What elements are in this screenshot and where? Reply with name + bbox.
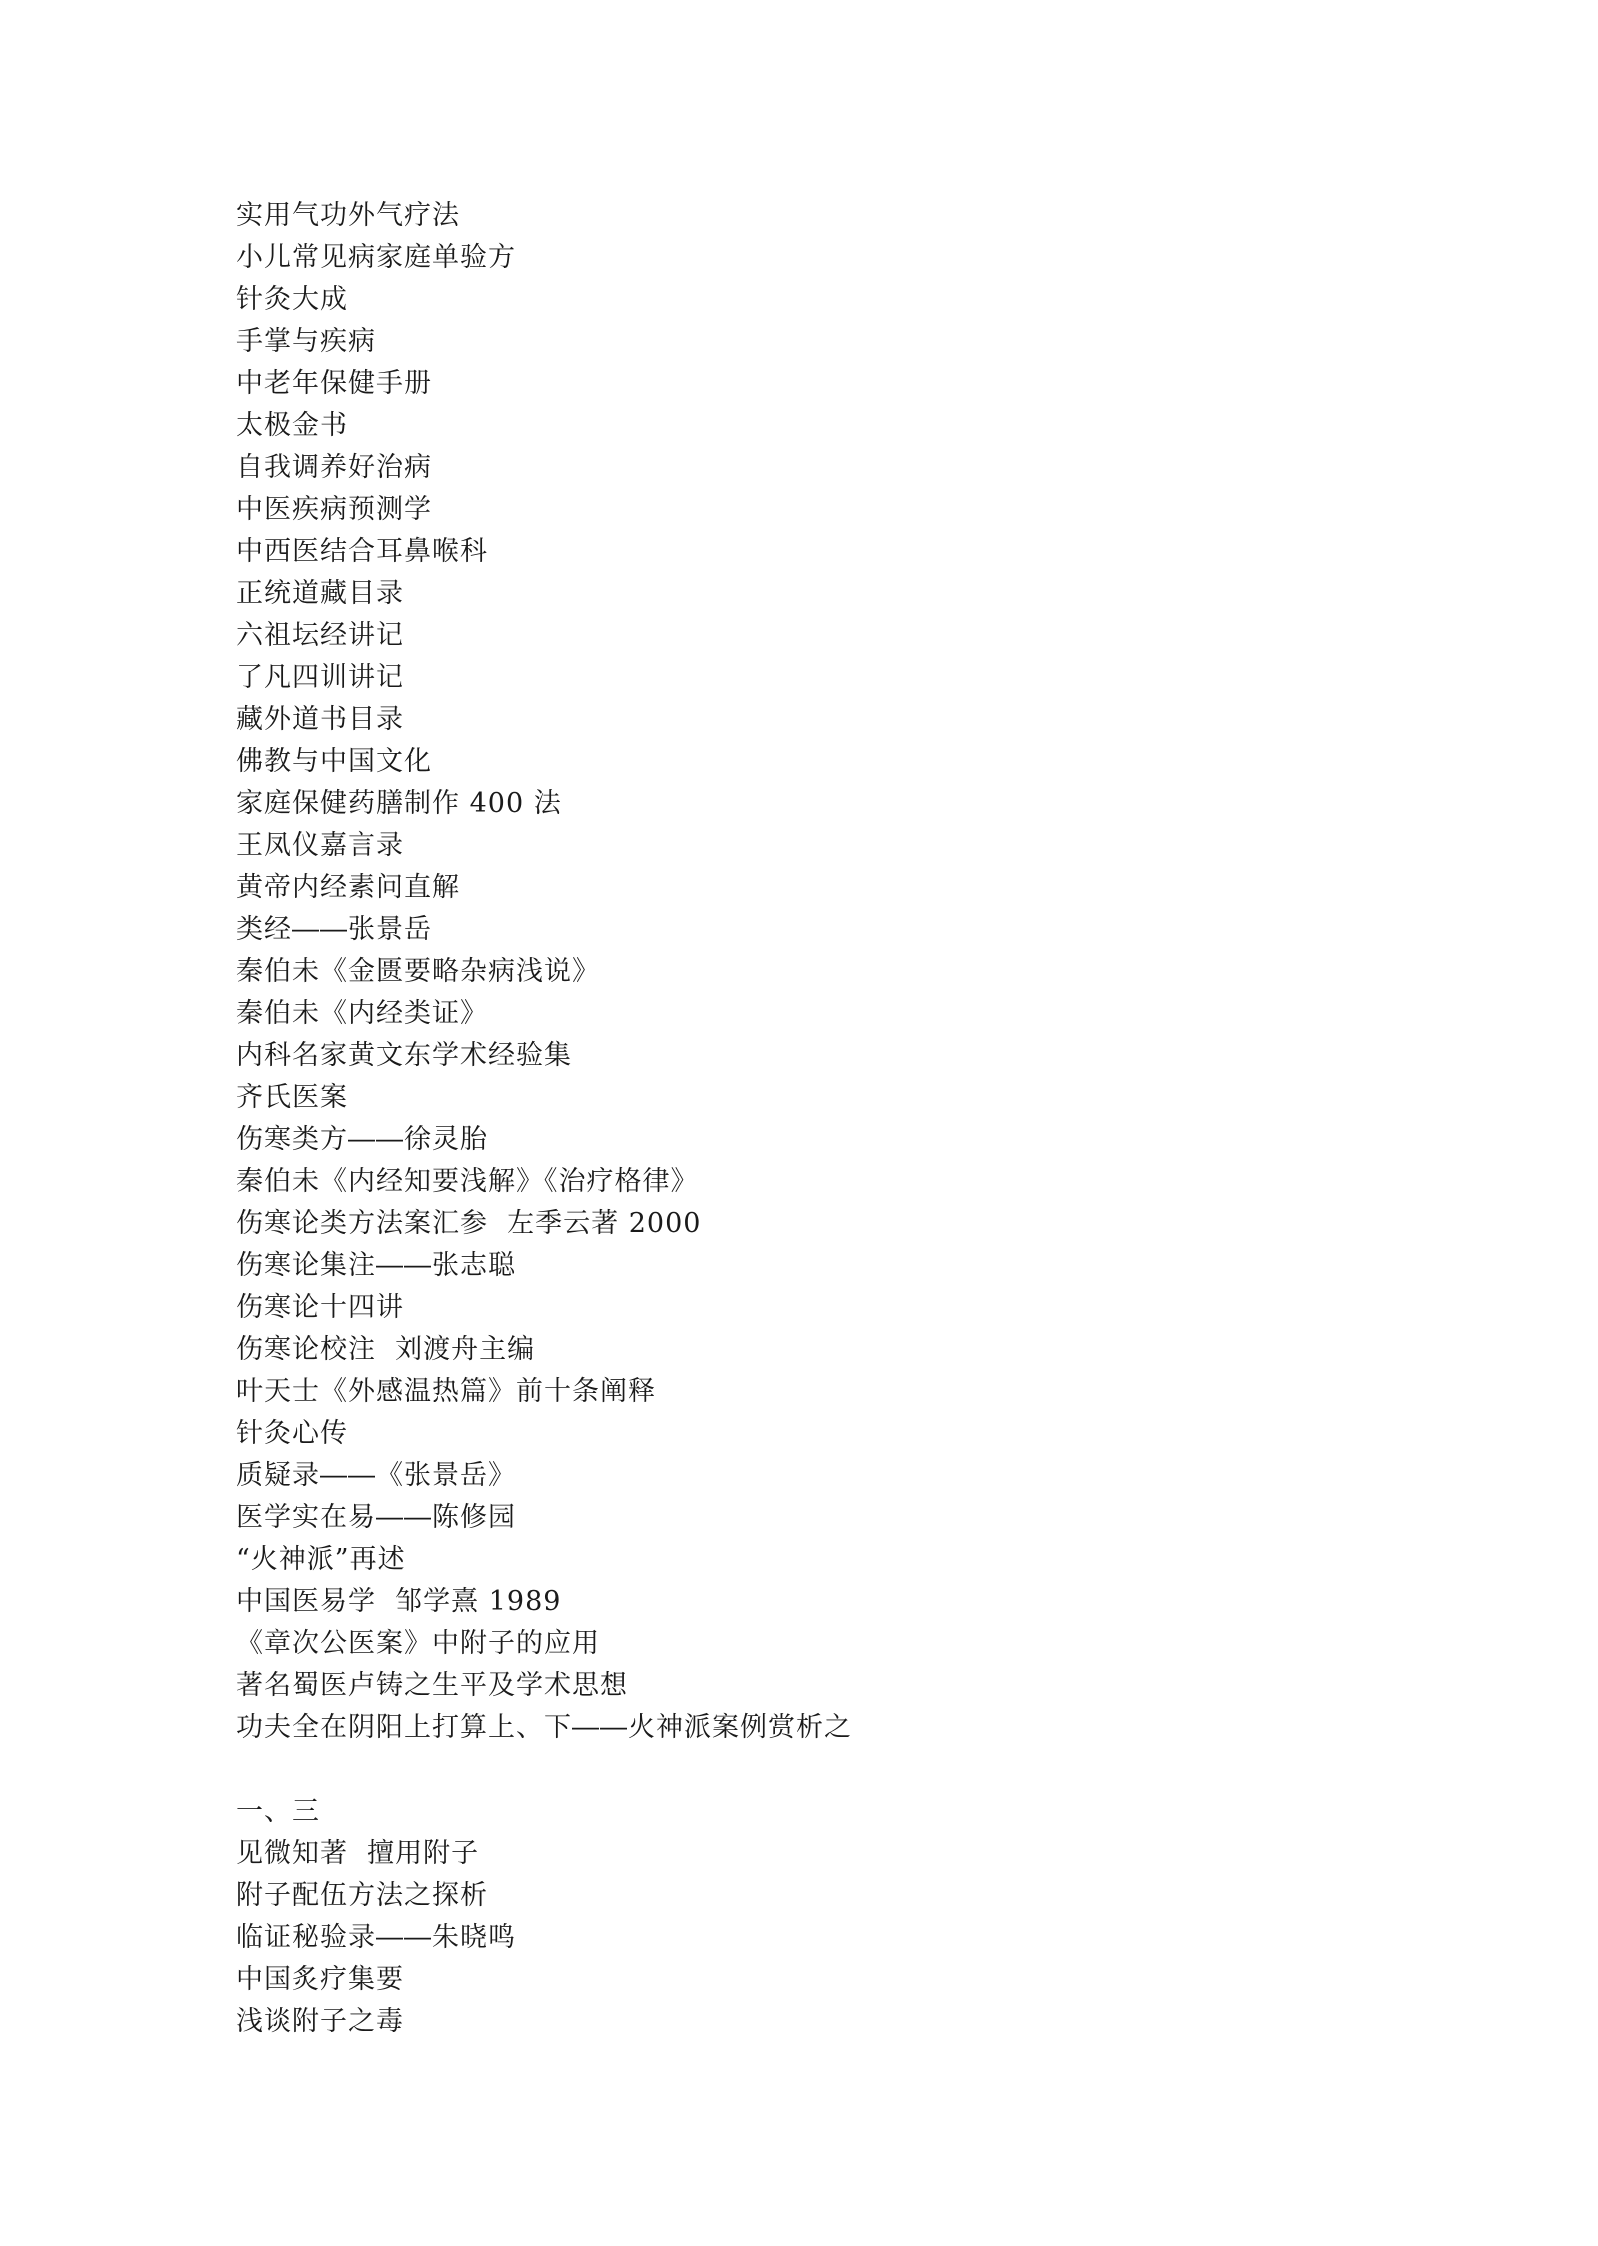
list-item: 伤寒类方――徐灵胎 — [236, 1124, 488, 1155]
list-item: 太极金书 — [236, 410, 348, 441]
list-item: 临证秘验录――朱晓鸣 — [236, 1922, 516, 1953]
list-item: 中老年保健手册 — [236, 368, 432, 399]
list-item: “火神派”再述 — [236, 1544, 406, 1575]
list-item: 功夫全在阴阳上打算上、下――火神派案例赏析之 — [236, 1712, 852, 1743]
list-item: 六祖坛经讲记 — [236, 620, 404, 651]
list-item: 《章次公医案》中附子的应用 — [236, 1628, 600, 1659]
list-item: 佛教与中国文化 — [236, 746, 432, 777]
list-item: 秦伯未《内经类证》 — [236, 998, 488, 1029]
list-item: 见微知著 擅用附子 — [236, 1838, 480, 1869]
list-item: 一、三 — [236, 1796, 320, 1827]
list-item: 针灸大成 — [236, 284, 348, 315]
list-item: 伤寒论集注――张志聪 — [236, 1250, 516, 1281]
list-item: 家庭保健药膳制作 400 法 — [236, 788, 562, 819]
list-item: 中国医易学 邹学熹 1989 — [236, 1586, 562, 1617]
list-item: 正统道藏目录 — [236, 578, 404, 609]
list-item: 伤寒论十四讲 — [236, 1292, 404, 1323]
list-item: 秦伯未《内经知要浅解》《治疗格律》 — [236, 1166, 699, 1197]
list-item: 中国炙疗集要 — [236, 1964, 404, 1995]
list-item: 针灸心传 — [236, 1418, 348, 1449]
list-item: 医学实在易――陈修园 — [236, 1502, 516, 1533]
list-item: 黄帝内经素问直解 — [236, 872, 460, 903]
list-item: 实用气功外气疗法 — [236, 200, 460, 231]
book-list — [236, 195, 852, 2043]
list-item: 质疑录――《张景岳》 — [236, 1460, 516, 1491]
list-item: 著名蜀医卢铸之生平及学术思想 — [236, 1670, 628, 1701]
list-item: 叶天士《外感温热篇》前十条阐释 — [236, 1376, 656, 1407]
list-item: 浅谈附子之毒 — [236, 2006, 404, 2037]
list-item: 附子配伍方法之探析 — [236, 1880, 488, 1911]
list-item: 中西医结合耳鼻喉科 — [236, 536, 488, 567]
list-item: 了凡四训讲记 — [236, 662, 404, 693]
list-item: 秦伯未《金匮要略杂病浅说》 — [236, 956, 600, 987]
list-item: 手掌与疾病 — [236, 326, 376, 357]
list-item: 王凤仪嘉言录 — [236, 830, 404, 861]
list-item: 类经――张景岳 — [236, 914, 432, 945]
list-item: 藏外道书目录 — [236, 704, 404, 735]
blank-line — [236, 1749, 852, 1791]
list-item: 自我调养好治病 — [236, 452, 432, 483]
list-item: 内科名家黄文东学术经验集 — [236, 1040, 572, 1071]
list-item: 伤寒论校注 刘渡舟主编 — [236, 1334, 536, 1365]
list-item: 小儿常见病家庭单验方 — [236, 242, 516, 273]
list-item: 齐氏医案 — [236, 1082, 348, 1113]
list-item: 中医疾病预测学 — [236, 494, 432, 525]
list-item: 伤寒论类方法案汇参 左季云著 2000 — [236, 1208, 702, 1239]
